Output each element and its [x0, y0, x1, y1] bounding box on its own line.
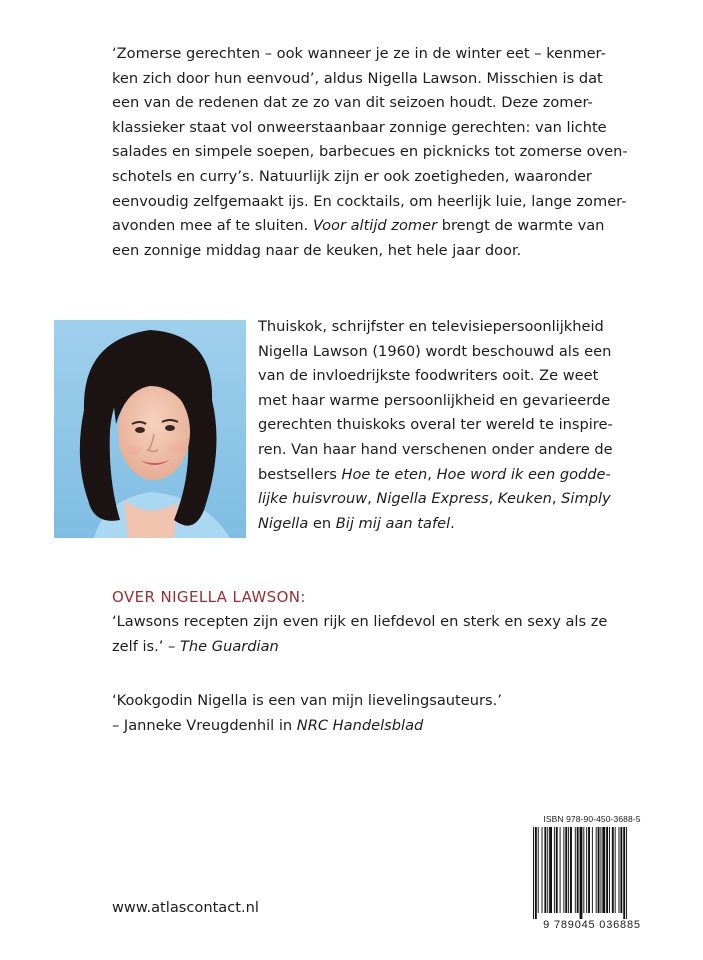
barcode-bar [568, 827, 569, 913]
barcode-bar [623, 827, 625, 919]
bio-line: Thuiskok, schrijfster en televisiepersoonlijkheid [258, 318, 604, 335]
review-line [112, 714, 612, 739]
barcode-bar [554, 827, 555, 913]
barcode-bar [602, 827, 605, 913]
barcode-bar [588, 827, 590, 913]
barcode-bar [549, 827, 552, 913]
book-title: lijke huisvrouw [258, 490, 368, 508]
book-title: Hoe word ik een godde- [436, 465, 611, 483]
barcode-bar [619, 827, 620, 913]
review-source: The Guardian [179, 637, 279, 655]
book-title: Nigella [258, 514, 309, 532]
barcode-digits: 9 789045 036885 [543, 919, 641, 931]
review-line: ‘Kookgodin Nigella is een van mijn lievelingsauteurs.’ [112, 692, 502, 709]
blurb-line: schotels en curry’s. Natuurlijk zijn er ook zoetigheden, waaronder [112, 167, 592, 185]
reviews-heading: OVER NIGELLA LAWSON: [112, 588, 306, 606]
blurb-text: avonden mee af te sluiten. [112, 217, 313, 235]
barcode-bar [556, 827, 558, 913]
barcode-bar [547, 827, 548, 913]
bio-line [258, 512, 618, 537]
barcode-bar [600, 827, 601, 913]
barcode-bar [626, 827, 627, 919]
bio-text: , [551, 490, 562, 508]
bio-text: , [488, 490, 498, 508]
barcode-bar [592, 827, 593, 913]
review-line [112, 635, 612, 660]
barcode-bar [583, 827, 584, 913]
book-title: Voor altijd zomer [312, 217, 438, 235]
review-quote-nrc [112, 689, 612, 738]
review-text: zelf is.’ – [112, 637, 180, 655]
barcode-bar [606, 827, 608, 913]
barcode-bar [544, 827, 546, 913]
review-quote-guardian [112, 610, 612, 659]
review-line: ‘Lawsons recepten zijn even rijk en liefdevol en sterk en sexy als ze [112, 613, 608, 630]
barcode-bar [560, 827, 561, 913]
barcode-bar [609, 827, 610, 913]
barcode-bar [542, 827, 543, 913]
review-text: – Janneke Vreugdenhil in [112, 716, 297, 734]
isbn-barcode [529, 814, 655, 936]
bio-line: Nigella Lawson (1960) wordt beschouwd als een [258, 342, 612, 360]
book-title: Keuken [497, 490, 552, 508]
bio-line: gerechten thuiskoks overal ter wereld te inspire- [258, 416, 613, 434]
book-title: Nigella Express [376, 490, 489, 508]
blurb-text: brengt de warmte van [437, 217, 605, 235]
barcode-bar [577, 827, 579, 913]
book-title: Bij mij aan tafel [335, 514, 451, 532]
barcode-bar [580, 827, 583, 919]
bio-text: . [450, 514, 455, 532]
blurb-line [112, 214, 605, 239]
barcode-bar [575, 827, 576, 913]
bio-line: met haar warme persoonlijkheid en gevarieerde [258, 391, 611, 409]
review-source: NRC Handelsblad [296, 716, 424, 734]
isbn-label: ISBN 978-90-450-3688-5 [543, 814, 641, 824]
barcode-bar [570, 827, 572, 913]
bio-text: en [308, 514, 336, 532]
blurb-line: klassieker staat vol onweerstaanbaar zonnige gerechten: van lichte [112, 118, 607, 136]
barcode-bar [535, 827, 537, 919]
bio-line [258, 463, 618, 488]
blurb-line: ken zich door hun eenvoud’, aldus Nigella Lawson. Misschien is dat [112, 69, 603, 87]
barcode-bar [596, 827, 597, 913]
author-photo [54, 320, 246, 538]
blurb-line: salades en simpele soepen, barbecues en picknicks tot zomerse oven- [112, 143, 628, 161]
publisher-website: www.atlascontact.nl [112, 899, 259, 916]
bio-text: , [367, 490, 377, 508]
barcode-bar [538, 827, 539, 913]
blurb-line: eenvoudig zelfgemaakt ijs. En cocktails, om heerlijk luie, lange zomer- [112, 192, 627, 210]
author-bio [258, 315, 618, 536]
barcode-bar [615, 827, 616, 913]
book-title: Hoe te eten [341, 465, 428, 483]
author-portrait-image [54, 320, 246, 538]
back-cover-blurb [112, 42, 628, 263]
barcode-bar [612, 827, 614, 913]
barcode-bar [620, 827, 622, 913]
barcode-bar [533, 827, 534, 919]
bio-line: ren. Van haar hand verschenen onder andere de [258, 440, 613, 458]
bio-text: , [427, 465, 437, 483]
barcode-bar [598, 827, 600, 913]
blurb-line: een van de redenen dat ze zo van dit seizoen houdt. Deze zomer- [112, 94, 593, 112]
barcode-bar [563, 827, 564, 913]
barcode-bar [586, 827, 587, 913]
barcode-bars [529, 827, 655, 919]
bio-line [258, 487, 618, 512]
barcode-bar [565, 827, 567, 913]
blurb-line: een zonnige middag naar de keuken, het hele jaar door. [112, 241, 522, 259]
bio-line: van de invloedrijkste foodwriters ooit. Ze weet [258, 367, 599, 385]
bio-text: bestsellers [258, 465, 342, 483]
blurb-line: ‘Zomerse gerechten – ook wanneer je ze in de winter eet – kenmer- [112, 45, 606, 62]
book-title: Simply [561, 490, 611, 508]
